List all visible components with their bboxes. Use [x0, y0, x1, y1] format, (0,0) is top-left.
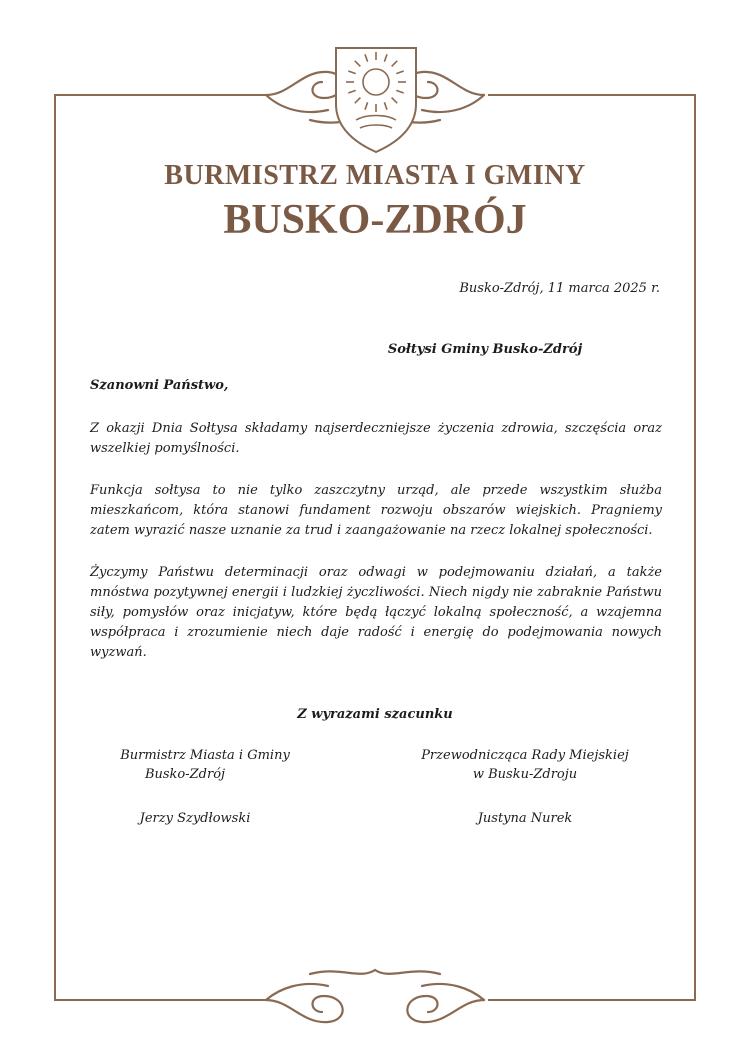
- closing: Z wyrazami szacunku: [297, 707, 453, 722]
- sun-crest-icon: [322, 42, 430, 154]
- signature-right-role-line1: Przewodnicząca Rady Miejskiej: [421, 748, 629, 763]
- signature-left-role-line2: Busko-Zdrój: [144, 767, 226, 782]
- signature-left-name: Jerzy Szydłowski: [139, 811, 251, 826]
- recipient: Sołtysi Gminy Busko-Zdrój: [387, 342, 583, 357]
- paragraph-3: Życzymy Państwu determinacji oraz odwagi w podejmowaniu działań, a także mnóstwa pozytywnej energii i ludzkiej życzliwości. Niech nigdy nie zabraknie Państwu siły, pomysłów oraz inicjatyw, które będą łączyć lokalną społeczność, a wzajemna współpraca i zrozumienie niech daje radość i energię do podejmowania nowych wyzwań.: [90, 565, 662, 660]
- paragraph-2: Funkcja sołtysa to nie tylko zaszczytny urząd, ale przede wszystkim służba mieszkańcom, która stanowi fundament rozwoju obszarów wiejskich. Pragniemy zatem wyrazić nasze uznanie za trud i zaangażowanie na rzecz lokalnej społeczności.: [90, 483, 662, 538]
- frame-top-left-border: [54, 94, 266, 96]
- salutation: Szanowni Państwo,: [90, 378, 229, 393]
- signature-left-role-line1: Burmistrz Miasta i Gminy: [120, 748, 290, 763]
- bottom-flourish-icon: [250, 958, 500, 1038]
- signature-right-name: Justyna Nurek: [477, 811, 573, 826]
- frame-top-right-border: [488, 94, 696, 96]
- frame-bottom-left-border: [54, 999, 266, 1001]
- header-title-line2: BUSKO-ZDRÓJ: [223, 197, 527, 243]
- signature-right-role-line2: w Busku-Zdroju: [472, 767, 578, 782]
- header-title-line1: BURMISTRZ MIASTA I GMINY: [164, 160, 586, 191]
- signature-left-role: [100, 746, 310, 784]
- frame-bottom-right-border: [488, 999, 696, 1001]
- place-date: Busko-Zdrój, 11 marca 2025 r.: [459, 281, 660, 296]
- signature-right-role: [405, 746, 645, 784]
- paragraph-1: Z okazji Dnia Sołtysa składamy najserdeczniejsze życzenia zdrowia, szczęścia oraz wszelkiej pomyślności.: [90, 421, 662, 456]
